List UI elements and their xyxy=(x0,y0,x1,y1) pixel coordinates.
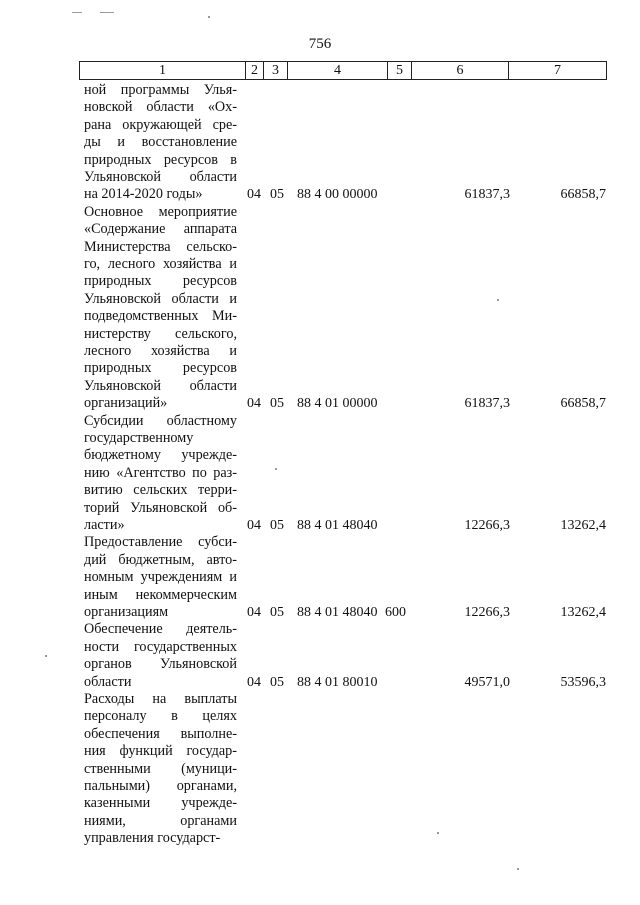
row-description-line: дий бюджетным, авто- xyxy=(84,551,237,568)
row-description-line: иным некоммерческим xyxy=(84,586,237,603)
row-description-line: нию «Агентство по раз- xyxy=(84,464,237,481)
row-description-line: торий Ульяновской об- xyxy=(84,499,237,516)
header-col-6: 6 xyxy=(412,62,509,79)
cell-col-4: 88 4 01 48040 xyxy=(297,605,378,620)
row-description-line: новской области «Ох- xyxy=(84,99,237,116)
scan-artifact xyxy=(275,468,277,470)
header-col-4: 4 xyxy=(288,62,388,79)
header-col-7: 7 xyxy=(554,63,561,78)
cell-col-3: 05 xyxy=(270,674,284,690)
header-col-1: 1 xyxy=(80,62,246,79)
cell-col-6: 61837,3 xyxy=(464,187,510,203)
row-description-line: ной программы Улья- xyxy=(84,82,237,98)
row-description-line: природных ресурсов в xyxy=(84,151,237,168)
row-description-line: ниями, органами xyxy=(84,812,237,829)
cell-col-3: 05 xyxy=(270,605,284,620)
header-col-5: 5 xyxy=(388,62,412,79)
row-description-line: управления государст- xyxy=(84,830,221,847)
row-description-line: Субсидии областному xyxy=(84,412,237,429)
page-number: 756 xyxy=(308,36,332,52)
scan-artifact xyxy=(72,12,82,13)
cell-col-6: 12266,3 xyxy=(464,518,510,533)
row-description-line: ственными (муници- xyxy=(84,760,237,777)
row-description-line: Расходы на выплаты xyxy=(84,691,237,707)
row-description-line: Ульяновской области xyxy=(84,169,237,185)
cell-col-3: 05 xyxy=(270,396,284,412)
row-description-line: казенными учрежде- xyxy=(84,795,237,812)
row-description-line: Предоставление субси- xyxy=(84,534,237,551)
cell-col-2: 04 xyxy=(247,518,261,533)
cell-col-4: 88 4 01 00000 xyxy=(297,396,378,412)
row-description-line: ды и восстановление xyxy=(84,134,237,151)
cell-col-5: 600 xyxy=(385,605,406,620)
scan-artifact xyxy=(517,868,519,870)
row-description-line: го, лесного хозяйства и xyxy=(84,256,237,272)
row-description-line: ности государственных xyxy=(84,638,237,655)
cell-col-6: 49571,0 xyxy=(464,674,510,690)
cell-col-7: 53596,3 xyxy=(560,674,606,690)
row-description-line: организациям xyxy=(84,604,169,620)
row-description-line: Обеспечение деятель- xyxy=(84,621,237,638)
cell-col-7: 13262,4 xyxy=(560,605,606,620)
row-description-line: государственному xyxy=(84,430,194,446)
row-description-line: витию сельских терри- xyxy=(84,482,237,499)
header-col-3: 3 xyxy=(264,62,288,79)
row-description-line: Ульяновской области xyxy=(84,377,237,394)
row-description-line: рана окружающей сре- xyxy=(84,116,237,133)
cell-col-4: 88 4 01 80010 xyxy=(297,674,378,690)
row-description-line: ния функций государ- xyxy=(84,743,237,760)
scan-artifact xyxy=(497,299,499,301)
cell-col-7: 66858,7 xyxy=(560,187,606,203)
row-description-line: персоналу в целях xyxy=(84,708,237,725)
table-header-row xyxy=(79,61,607,80)
cell-col-6: 61837,3 xyxy=(464,396,510,412)
cell-col-2: 04 xyxy=(247,187,261,203)
scan-artifact xyxy=(100,12,114,13)
row-description-line: Основное мероприятие xyxy=(84,203,237,220)
scan-artifact xyxy=(45,655,47,657)
row-description-line: области xyxy=(84,673,132,690)
row-description-line: ласти» xyxy=(84,517,125,533)
cell-col-3: 05 xyxy=(270,187,284,203)
row-description-line: Министерства сельско- xyxy=(84,238,237,255)
cell-col-3: 05 xyxy=(270,518,284,533)
cell-col-2: 04 xyxy=(247,674,261,690)
row-description-line: бюджетному учрежде- xyxy=(84,447,237,464)
row-description-line: органов Ульяновской xyxy=(84,656,237,673)
row-description-line: лесного хозяйства и xyxy=(84,343,237,359)
row-description-line: на 2014-2020 годы» xyxy=(84,186,203,203)
cell-col-2: 04 xyxy=(247,605,261,620)
row-description-line: организаций» xyxy=(84,395,168,412)
row-description-line: природных ресурсов xyxy=(84,360,237,377)
row-description-line: Ульяновской области и xyxy=(84,290,237,307)
cell-col-2: 04 xyxy=(247,396,261,412)
cell-col-4: 88 4 00 00000 xyxy=(297,187,378,203)
row-description-line: «Содержание аппарата xyxy=(84,221,237,238)
row-description-line: пальными) органами, xyxy=(84,778,237,794)
row-description-line: подведомственных Ми- xyxy=(84,308,237,325)
cell-col-7: 66858,7 xyxy=(560,396,606,412)
scan-artifact xyxy=(437,832,439,834)
header-col-2: 2 xyxy=(246,62,264,79)
cell-col-6: 12266,3 xyxy=(464,605,510,620)
row-description-line: обеспечения выполне- xyxy=(84,725,237,742)
cell-col-7: 13262,4 xyxy=(560,518,606,533)
row-description-line: нистерству сельского, xyxy=(84,325,237,342)
row-description-line: номным учреждениям и xyxy=(84,569,237,586)
cell-col-4: 88 4 01 48040 xyxy=(297,518,378,533)
scan-artifact xyxy=(208,16,210,18)
row-description-line: природных ресурсов xyxy=(84,273,237,290)
